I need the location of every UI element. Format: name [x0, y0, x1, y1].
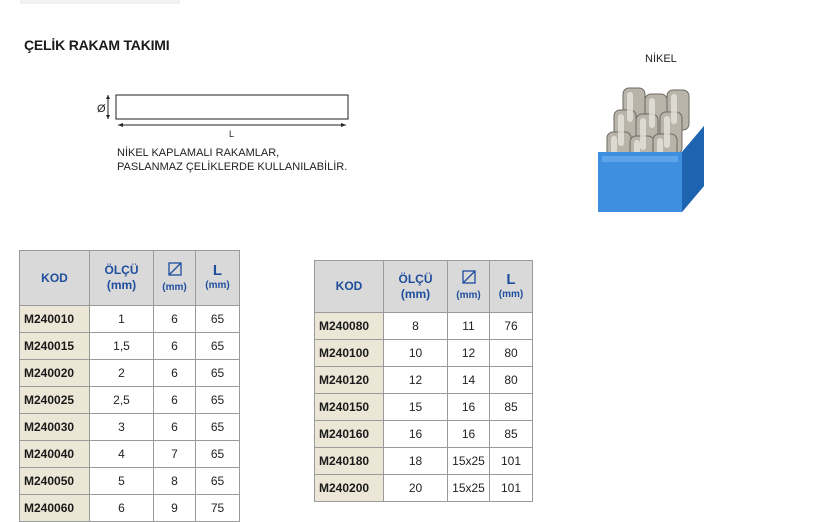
table-cell: 4 — [90, 441, 154, 468]
table-cell: 2 — [90, 360, 154, 387]
table-row — [20, 468, 240, 495]
table-cell: 80 — [490, 367, 533, 394]
table-cell: 6 — [154, 387, 196, 414]
punch-outline — [116, 95, 348, 119]
table-cell: 85 — [490, 394, 533, 421]
table-cell: 6 — [154, 306, 196, 333]
table-cell: 16 — [448, 421, 490, 448]
col-header-diameter: (mm) — [448, 261, 490, 313]
product-code-cell: M240180 — [315, 448, 384, 475]
table-cell: 18 — [384, 448, 448, 475]
table-cell: 7 — [154, 441, 196, 468]
table-cell: 5 — [90, 468, 154, 495]
table-cell: 6 — [154, 360, 196, 387]
table-cell: 6 — [90, 495, 154, 522]
top-edge-artifact — [20, 0, 180, 4]
table-row — [20, 495, 240, 522]
spec-table-left — [19, 250, 240, 522]
col-header-length: L (mm) — [196, 251, 240, 306]
col-header-size: ÖLÇÜ (mm) — [90, 251, 154, 306]
table-cell: 76 — [490, 313, 533, 340]
product-note — [117, 146, 347, 174]
table-row — [20, 441, 240, 468]
product-code-cell: M240100 — [315, 340, 384, 367]
table-row — [315, 340, 533, 367]
spec-table-right — [314, 260, 533, 502]
table-cell: 65 — [196, 468, 240, 495]
table-cell: 11 — [448, 313, 490, 340]
table-row — [20, 414, 240, 441]
table-cell: 85 — [490, 421, 533, 448]
product-code-cell: M240050 — [20, 468, 90, 495]
table-cell: 101 — [490, 475, 533, 502]
table-cell: 6 — [154, 333, 196, 360]
table-row — [315, 475, 533, 502]
table-cell: 20 — [384, 475, 448, 502]
table-cell: 12 — [384, 367, 448, 394]
table-cell: 9 — [154, 495, 196, 522]
product-code-cell: M240120 — [315, 367, 384, 394]
product-code-cell: M240040 — [20, 441, 90, 468]
table-cell: 65 — [196, 387, 240, 414]
col-header-diameter: (mm) — [154, 251, 196, 306]
product-code-cell: M240080 — [315, 313, 384, 340]
product-code-cell: M240015 — [20, 333, 90, 360]
diameter-symbol: Ø — [97, 103, 106, 115]
table-cell: 1,5 — [90, 333, 154, 360]
table-row — [315, 448, 533, 475]
table-cell: 65 — [196, 414, 240, 441]
page-title: ÇELİK RAKAM TAKIMI — [24, 37, 170, 53]
table-cell: 16 — [384, 421, 448, 448]
product-code-cell: M240025 — [20, 387, 90, 414]
table-cell: 65 — [196, 306, 240, 333]
number-punch-set-image — [590, 80, 710, 220]
table-row — [315, 421, 533, 448]
table-cell: 14 — [448, 367, 490, 394]
table-cell: 65 — [196, 333, 240, 360]
table-cell: 12 — [448, 340, 490, 367]
table-cell: 65 — [196, 360, 240, 387]
table-cell: 15x25 — [448, 448, 490, 475]
length-label: L — [229, 129, 235, 139]
table-cell: 80 — [490, 340, 533, 367]
table-cell: 6 — [154, 414, 196, 441]
col-header-length: L (mm) — [490, 261, 533, 313]
table-cell: 8 — [154, 468, 196, 495]
table-cell: 15 — [384, 394, 448, 421]
product-code-cell: M240060 — [20, 495, 90, 522]
table-cell: 65 — [196, 441, 240, 468]
table-cell: 101 — [490, 448, 533, 475]
table-cell: 1 — [90, 306, 154, 333]
table-row — [20, 387, 240, 414]
table-cell: 10 — [384, 340, 448, 367]
diameter-square-icon — [168, 262, 182, 276]
table-row — [315, 394, 533, 421]
finish-label: NİKEL — [645, 53, 677, 65]
table-row — [20, 360, 240, 387]
table-cell: 16 — [448, 394, 490, 421]
col-header-code: KOD — [315, 261, 384, 313]
table-cell: 15x25 — [448, 475, 490, 502]
table-row — [315, 313, 533, 340]
note-line-2: PASLANMAZ ÇELİKLERDE KULLANILABİLİR. — [117, 161, 348, 173]
product-code-cell: M240160 — [315, 421, 384, 448]
table-cell: 2,5 — [90, 387, 154, 414]
product-code-cell: M240200 — [315, 475, 384, 502]
note-line-1: NİKEL KAPLAMALI RAKAMLAR, — [117, 147, 280, 159]
table-row — [315, 367, 533, 394]
dimension-drawing — [96, 90, 356, 140]
table-row — [20, 306, 240, 333]
product-code-cell: M240030 — [20, 414, 90, 441]
diameter-square-icon — [462, 270, 476, 284]
table-cell: 3 — [90, 414, 154, 441]
table-cell: 8 — [384, 313, 448, 340]
table-cell: 75 — [196, 495, 240, 522]
product-code-cell: M240010 — [20, 306, 90, 333]
col-header-size: ÖLÇÜ (mm) — [384, 261, 448, 313]
product-code-cell: M240020 — [20, 360, 90, 387]
col-header-code: KOD — [20, 251, 90, 306]
product-code-cell: M240150 — [315, 394, 384, 421]
table-row — [20, 333, 240, 360]
